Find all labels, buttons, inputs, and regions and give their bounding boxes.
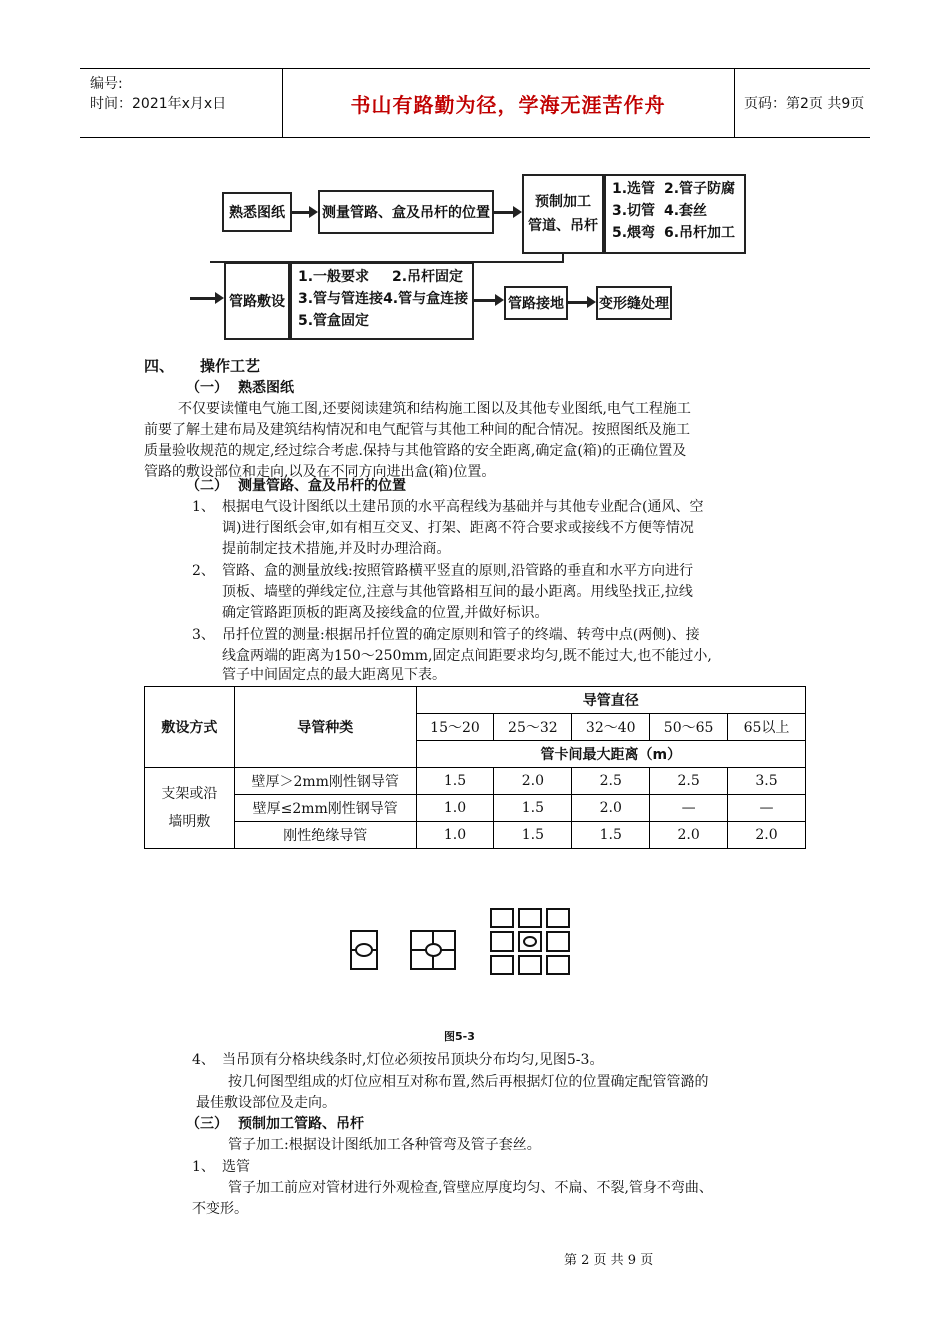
- item-number: 2、: [192, 563, 215, 579]
- value-cell: 1.5: [416, 768, 494, 795]
- value-cell: 2.0: [728, 822, 806, 849]
- table-row: [145, 795, 806, 822]
- flow-box-drawings: 熟悉图纸: [222, 192, 292, 232]
- value-cell: 1.0: [416, 822, 494, 849]
- sub1-label: （一）: [186, 380, 228, 396]
- number-label: 编号:: [90, 76, 123, 92]
- value-cell: 1.5: [572, 822, 650, 849]
- table-row: [145, 768, 806, 795]
- item-number: 4、: [192, 1052, 215, 1068]
- value-cell: 2.5: [572, 768, 650, 795]
- sub2-label: （二）: [186, 478, 228, 494]
- ceiling-tile: [518, 955, 542, 975]
- ceiling-tile: [518, 908, 542, 928]
- list-item: 3.切管: [612, 203, 656, 219]
- value-cell: 1.0: [416, 795, 494, 822]
- value-cell: 1.5: [494, 822, 572, 849]
- type-cell: 刚性绝缘导管: [234, 822, 416, 849]
- ceiling-tile: [490, 955, 514, 975]
- value-cell: 1.5: [494, 795, 572, 822]
- header-method: 敷设方式: [145, 687, 235, 768]
- ceiling-tile: [546, 955, 570, 975]
- item-line: 根据电气设计图纸以土建吊顶的水平高程线为基础并与其他专业配合(通风、空: [222, 499, 704, 515]
- list-item: 6.吊杆加工: [664, 225, 736, 241]
- header-motto-cell: [282, 69, 735, 137]
- item-line: 线盒两端的距离为150～250mm,固定点间距要求均匀,既不能过大,也不能过小,: [222, 648, 712, 664]
- para4-line: 按几何图型组成的灯位应相互对称布置,然后再根据灯位的位置确定配管管潞的: [228, 1074, 709, 1090]
- header-page-cell: [734, 69, 870, 137]
- section-number: 四、: [144, 357, 175, 375]
- para6-line: 不变形。: [192, 1201, 248, 1217]
- item-number: 1、: [192, 1159, 215, 1175]
- type-cell: 壁厚＞2mm刚性钢导管: [234, 768, 416, 795]
- header-distance: 管卡间最大距离（m）: [416, 741, 805, 768]
- value-cell: 2.0: [650, 822, 728, 849]
- item-line: 管路、盒的测量放线:按照管路横平竖直的原则,沿管路的垂直和水平方向进行: [222, 563, 694, 579]
- method-line2: 墙明敷: [168, 814, 211, 830]
- para1-line: 质量验收规范的规定,经过综合考虑.保持与其他管路的安全距离,确定盒(箱)的正确位置及: [144, 443, 687, 459]
- item-line: 提前制定技术措施,并及时办理洽商。: [222, 541, 451, 557]
- method-cell: [145, 768, 235, 849]
- page-footer: 第 2 页 共 9 页: [564, 1253, 654, 1268]
- item-number: 3、: [192, 627, 215, 643]
- header-diameter: 导管直径: [416, 687, 805, 714]
- item-line: 当吊顶有分格块线条时,灯位必须按吊顶块分布均匀,见图5-3。: [222, 1052, 604, 1068]
- prefab-line1: 预制加工: [535, 194, 591, 210]
- value-cell: —: [728, 795, 806, 822]
- list-item: 4.套丝: [664, 203, 708, 219]
- item-line: 选管: [222, 1159, 250, 1175]
- sub1-title: 熟悉图纸: [238, 380, 294, 396]
- light-fixture-icon: [523, 936, 537, 947]
- clamp-distance-table: [144, 686, 806, 849]
- para1-line: 不仅要读懂电气施工图,还要阅读建筑和结构施工图以及其他专业图纸,电气工程施工: [178, 401, 691, 417]
- flow-list-laying: [290, 262, 474, 340]
- item-number: 1、: [192, 499, 215, 515]
- flow-arrow: [292, 211, 312, 214]
- item-line: 确定管路距顶板的距离及接线盒的位置,并做好标识。: [222, 605, 549, 621]
- type-cell: 壁厚≤2mm刚性钢导管: [234, 795, 416, 822]
- list-item: 1.选管: [612, 181, 656, 197]
- ceiling-tile: [546, 908, 570, 928]
- page-header: [80, 68, 870, 138]
- item-line: 调)进行图纸会审,如有相互交叉、打架、距离不符合要求或接线不方便等情况: [222, 520, 694, 536]
- ceiling-tile: [490, 908, 514, 928]
- list-item: 2.管子防腐: [664, 181, 736, 197]
- light-fixture-icon: [425, 943, 442, 957]
- method-line1: 支架或沿: [161, 786, 218, 802]
- motto: 书山有路勤为径，学海无涯苦作舟: [350, 92, 666, 117]
- sub3-label: （三）: [186, 1116, 228, 1132]
- list-item: 5.煨弯: [612, 225, 656, 241]
- value-cell: 2.5: [650, 768, 728, 795]
- time-label: 时间：2021年x月x日: [90, 96, 227, 112]
- list-item: 4.管与盒连接: [383, 291, 469, 307]
- diameter-cell: 25～32: [494, 714, 572, 741]
- header-type: 导管种类: [234, 687, 416, 768]
- flow-arrow: [568, 301, 590, 304]
- value-cell: 2.0: [494, 768, 572, 795]
- flow-box-ground: 管路接地: [504, 286, 568, 320]
- value-cell: —: [650, 795, 728, 822]
- para5: 管子加工:根据设计图纸加工各种管弯及管子套丝。: [228, 1137, 541, 1153]
- diameter-cell: 15～20: [416, 714, 494, 741]
- table-row: [145, 822, 806, 849]
- list-item: 5.管盒固定: [298, 313, 370, 329]
- list-item: 3.管与管连接: [298, 291, 384, 307]
- flow-box-joint: 变形缝处理: [596, 286, 672, 320]
- flow-arrow: [494, 211, 516, 214]
- flow-list-prefab: [604, 174, 746, 254]
- diameter-cell: 65以上: [728, 714, 806, 741]
- diameter-cell: 32～40: [572, 714, 650, 741]
- diameter-cell: 50～65: [650, 714, 728, 741]
- para4-line: 最佳敷设部位及走向。: [196, 1095, 336, 1111]
- sub3-title: 预制加工管路、吊杆: [238, 1116, 364, 1132]
- item-line: 顶板、墙壁的弹线定位,注意与其他管路相互间的最小距离。用线坠找正,拉线: [222, 584, 693, 600]
- ceiling-tile: [490, 931, 514, 952]
- page-info: 页码：第2页 共9页: [744, 96, 865, 112]
- value-cell: 3.5: [728, 768, 806, 795]
- flow-arrow: [190, 297, 218, 300]
- value-cell: 2.0: [572, 795, 650, 822]
- flow-box-measure: 测量管路、盒及吊杆的位置: [318, 190, 494, 234]
- para1-line: 前要了解土建布局及建筑结构情况和电气配管与其他工种间的配合情况。按照图纸及施工: [144, 422, 690, 438]
- para6-line: 管子加工前应对管材进行外观检查,管壁应厚度均匀、不扁、不裂,管身不弯曲、: [228, 1180, 713, 1196]
- figure-caption: 图5-3: [444, 1030, 475, 1043]
- list-item: 1.一般要求: [298, 269, 370, 285]
- section-title: 操作工艺: [200, 357, 261, 375]
- para1-line: 管路的敷设部位和走向,以及在不同方向进出盒(箱)位置。: [144, 464, 496, 480]
- light-fixture-icon: [355, 943, 373, 957]
- flow-box-prefab: [522, 174, 604, 254]
- item-line: 管子中间固定点的最大距离见下表。: [222, 667, 446, 683]
- flow-arrow: [474, 299, 498, 302]
- prefab-line2: 管道、吊杆: [528, 218, 598, 234]
- list-item: 2.吊杆固定: [392, 269, 464, 285]
- sub2-title: 测量管路、盒及吊杆的位置: [238, 478, 406, 494]
- flow-box-laying: 管路敷设: [224, 262, 290, 340]
- ceiling-tile: [546, 931, 570, 952]
- item-line: 吊扦位置的测量:根据吊扦位置的确定原则和管子的终端、转弯中点(两侧)、接: [222, 627, 700, 643]
- header-meta: [80, 69, 283, 137]
